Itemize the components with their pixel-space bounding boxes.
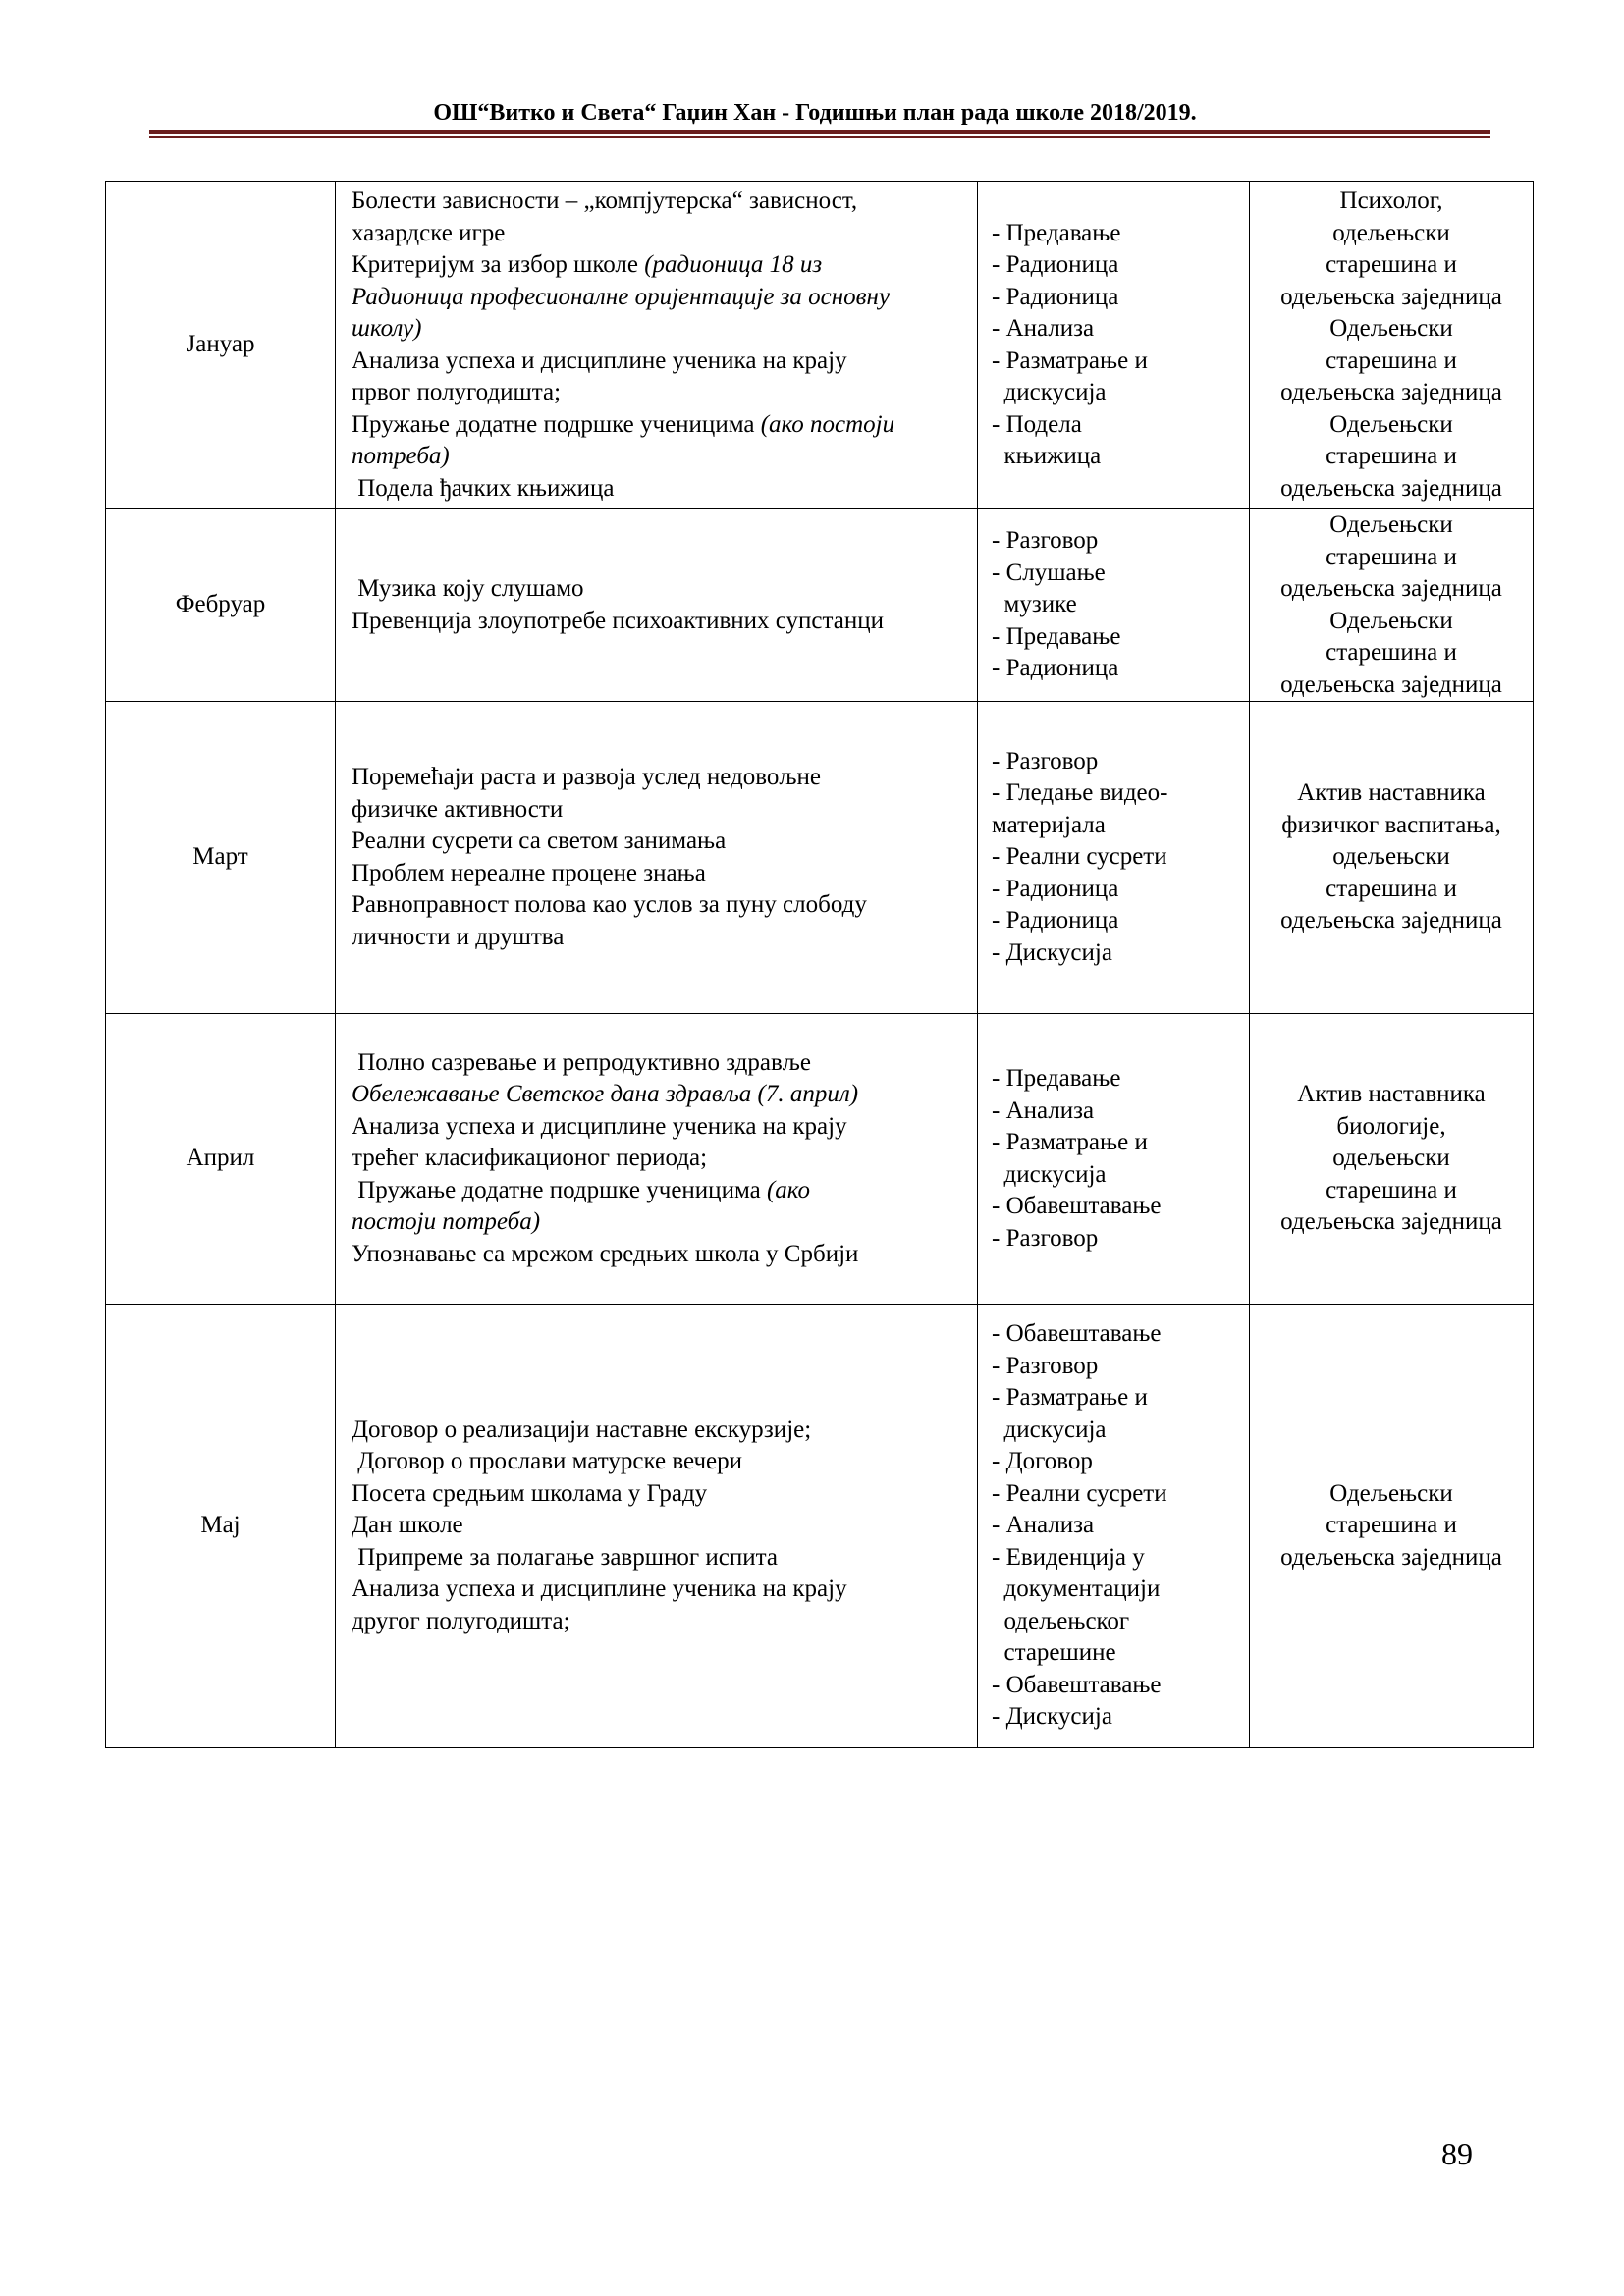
topic-line — [352, 762, 969, 794]
method-item: дискусија — [992, 1415, 1107, 1443]
method-item: - Анализа — [992, 1096, 1095, 1124]
topic-text: Упознавање са мрежом средњих школа у Србији — [352, 1240, 859, 1267]
responsible-line: одељењска заједница — [1280, 1208, 1502, 1236]
topic-line — [352, 573, 969, 606]
topic-line — [352, 313, 969, 346]
topics-cell — [336, 182, 978, 509]
topic-text: Припреме за полагање завршног испита — [352, 1543, 778, 1571]
responsible-line: биологије, — [1336, 1112, 1446, 1140]
responsible-line: одељењска заједница — [1280, 1543, 1502, 1571]
method-item: - Разматрање и — [992, 1384, 1148, 1412]
method-item: - Радионица — [992, 283, 1119, 310]
method-item: - Разговор — [992, 1224, 1099, 1252]
month-cell: Фебруар — [106, 509, 336, 702]
responsible-cell — [1250, 1014, 1534, 1305]
topic-line — [352, 218, 969, 250]
responsible-line: Одељењски — [1329, 607, 1453, 634]
method-item: - Анализа — [992, 1512, 1095, 1539]
topic-italic-line: Радионица професионалне оријентације за основну — [352, 283, 891, 310]
responsible-line: одељењска заједница — [1280, 474, 1502, 502]
method-item: - Обавештавање — [992, 1193, 1162, 1219]
method-item: - Разматрање и — [992, 347, 1148, 374]
method-item: дискусија — [992, 1160, 1107, 1188]
responsible-line: старешина и — [1326, 347, 1457, 374]
method-item: - Предавање — [992, 622, 1121, 650]
responsible-cell — [1250, 509, 1534, 702]
table-row — [106, 702, 1534, 1014]
responsible-line: Одељењски — [1329, 1479, 1453, 1507]
responsible-cell — [1250, 1305, 1534, 1748]
methods-cell — [978, 702, 1250, 1014]
topic-text: другог полугодишта; — [352, 1607, 570, 1634]
topic-text: Подела ђачких књижица — [352, 474, 615, 502]
method-item: - Гледање видео- — [992, 779, 1168, 807]
topic-text: Критеријум за избор школе — [352, 251, 645, 278]
topic-line — [352, 1239, 969, 1271]
topic-line — [352, 1606, 969, 1638]
topic-line — [352, 826, 969, 858]
table-row — [106, 1305, 1534, 1748]
topic-italic-line: потреба) — [352, 443, 450, 469]
topic-line — [352, 794, 969, 827]
method-item: одељењског — [992, 1607, 1130, 1634]
topic-text: Анализа успеха и дисциплине ученика на крају — [352, 1112, 847, 1140]
topic-text: Превенција злоупотребе психоактивних супстанци — [352, 607, 884, 634]
methods-cell — [978, 182, 1250, 509]
method-item: - Обавештавање — [992, 1320, 1162, 1348]
topic-line — [352, 1206, 969, 1239]
table-body — [106, 182, 1534, 1748]
responsible-line: старешина и — [1326, 443, 1457, 469]
topic-text: трећег класификационог периода; — [352, 1145, 708, 1172]
topic-line — [352, 186, 969, 218]
method-item: - Реални сусрети — [992, 1479, 1167, 1507]
topic-text: Проблем нереалне процене знања — [352, 859, 706, 886]
topic-line — [352, 249, 969, 282]
topics-cell — [336, 1014, 978, 1305]
topic-text: личности и друштва — [352, 923, 565, 950]
responsible-line: старешина и — [1326, 639, 1457, 666]
topic-line — [352, 858, 969, 890]
topic-italic-line: Обележавање Светског дана здравља (7. април) — [352, 1081, 859, 1108]
responsible-line: одељењски — [1332, 1145, 1450, 1172]
topic-line — [352, 1542, 969, 1575]
responsible-line: одељењски — [1332, 219, 1450, 246]
topics-cell — [336, 509, 978, 702]
topic-line — [352, 282, 969, 314]
method-item: - Разговор — [992, 527, 1099, 555]
responsible-line: одељењска заједница — [1280, 379, 1502, 405]
responsible-line: одељењска заједница — [1280, 670, 1502, 698]
methods-cell — [978, 1305, 1250, 1748]
topic-italic-line: школу) — [352, 315, 422, 342]
topic-text: Пружање додатне подршке ученицима — [352, 1176, 767, 1203]
month-cell: Март — [106, 702, 336, 1014]
topic-line — [352, 346, 969, 378]
topic-italic-note: (радионица 18 из — [644, 251, 823, 278]
methods-cell — [978, 1014, 1250, 1305]
method-item: - Реални сусрети — [992, 843, 1167, 871]
topic-text: Анализа успеха и дисциплине ученика на крају — [352, 347, 847, 374]
topic-line — [352, 889, 969, 922]
header-rule-thin — [149, 136, 1490, 138]
method-item: - Дискусија — [992, 938, 1112, 966]
method-item: - Предавање — [992, 1065, 1121, 1092]
method-item: - Подела — [992, 410, 1082, 438]
topic-line — [352, 606, 969, 638]
method-item: - Договор — [992, 1448, 1093, 1475]
method-item: - Слушање — [992, 559, 1106, 586]
method-item: књижица — [992, 443, 1102, 469]
responsible-line: Одељењски — [1329, 410, 1453, 438]
responsible-cell — [1250, 182, 1534, 509]
topic-line — [352, 1143, 969, 1175]
header-rule-thick — [149, 130, 1490, 134]
page-number: 89 — [1441, 2136, 1473, 2171]
responsible-line: Одељењски — [1329, 315, 1453, 342]
topic-text: физичке активности — [352, 795, 564, 823]
topics-cell — [336, 1305, 978, 1748]
topic-text: првог полугодишта; — [352, 379, 562, 405]
topic-line — [352, 1510, 969, 1542]
topic-text: Дан школе — [352, 1512, 463, 1539]
topic-italic-note: (ако постоји — [760, 410, 895, 438]
month-cell: Јануар — [106, 182, 336, 509]
responsible-line: одељењска заједница — [1280, 907, 1502, 934]
topic-line — [352, 1574, 969, 1606]
table-row — [106, 182, 1534, 509]
method-item: - Радионица — [992, 655, 1119, 682]
topic-text: Болести зависности – „компјутерска“ зависност, — [352, 187, 858, 214]
responsible-line: одељењска заједница — [1280, 283, 1502, 310]
topics-cell — [336, 702, 978, 1014]
responsible-line: старешина и — [1326, 1176, 1457, 1203]
method-item: - Предавање — [992, 219, 1121, 246]
responsible-line: Актив наставника — [1297, 779, 1486, 807]
method-item: музике — [992, 591, 1077, 618]
table-row — [106, 1014, 1534, 1305]
topic-line — [352, 922, 969, 954]
topic-text: Анализа успеха и дисциплине ученика на крају — [352, 1575, 847, 1603]
method-item: старешине — [992, 1639, 1116, 1667]
responsible-line: физичког васпитања, — [1281, 811, 1501, 838]
topic-line — [352, 1415, 969, 1447]
responsible-line: старешина и — [1326, 543, 1457, 570]
responsible-line: одељењска заједница — [1280, 575, 1502, 602]
method-item: - Разматрање и — [992, 1129, 1148, 1155]
topic-text: Равноправност полова као услов за пуну слободу — [352, 891, 867, 918]
method-item: материјала — [992, 811, 1106, 838]
responsible-cell — [1250, 702, 1534, 1014]
topic-text: Поремећаји раста и развоја услед недовољне — [352, 764, 821, 790]
topic-text: хазардске игре — [352, 219, 506, 246]
topic-line — [352, 1079, 969, 1111]
topic-line — [352, 1175, 969, 1207]
responsible-line: Психолог, — [1339, 187, 1443, 214]
topic-italic-line: постоји потреба) — [352, 1208, 541, 1236]
page-header-title: ОШ“Витко и Света“ Гаџин Хан - Годишњи план рада школе 2018/2019. — [433, 100, 1197, 126]
topic-line — [352, 377, 969, 409]
responsible-line: старешина и — [1326, 251, 1457, 278]
method-item: документацији — [992, 1575, 1161, 1603]
method-item: - Разговор — [992, 1352, 1099, 1379]
topic-text: Договор о прослави матурске вечери — [352, 1448, 743, 1475]
method-item: дискусија — [992, 379, 1107, 405]
topic-line — [352, 441, 969, 473]
responsible-line: одељењски — [1332, 843, 1450, 871]
responsible-line: старешина и — [1326, 1512, 1457, 1539]
topic-italic-note: (ако — [766, 1176, 811, 1203]
topic-line — [352, 473, 969, 506]
topic-line — [352, 1111, 969, 1144]
table-row — [106, 509, 1534, 702]
responsible-line: Одељењски — [1329, 511, 1453, 538]
method-item: - Радионица — [992, 875, 1119, 902]
responsible-line: старешина и — [1326, 875, 1457, 902]
method-item: - Разговор — [992, 747, 1099, 774]
topic-line — [352, 409, 969, 442]
topic-line — [352, 1047, 969, 1080]
methods-cell — [978, 509, 1250, 702]
topic-text: Договор о реализацији наставне екскурзије; — [352, 1415, 812, 1443]
month-cell: Април — [106, 1014, 336, 1305]
method-item: - Обавештавање — [992, 1671, 1162, 1698]
method-item: - Евиденција у — [992, 1543, 1145, 1571]
topic-text: Музика коју слушамо — [352, 575, 584, 602]
method-item: - Радионица — [992, 251, 1119, 278]
month-cell: Мај — [106, 1305, 336, 1748]
topic-text: Посета средњим школама у Граду — [352, 1479, 708, 1507]
topic-text: Пружање додатне подршке ученицима — [352, 410, 761, 438]
method-item: - Анализа — [992, 315, 1095, 342]
topic-line — [352, 1478, 969, 1511]
topic-text: Полно сазревање и репродуктивно здравље — [352, 1048, 812, 1076]
responsible-line: Актив наставника — [1297, 1081, 1486, 1108]
method-item: - Дискусија — [992, 1703, 1112, 1731]
activity-plan-table — [105, 181, 1534, 1748]
topic-line — [352, 1446, 969, 1478]
topic-text: Реални сусрети са светом занимања — [352, 828, 727, 854]
method-item: - Радионица — [992, 907, 1119, 934]
